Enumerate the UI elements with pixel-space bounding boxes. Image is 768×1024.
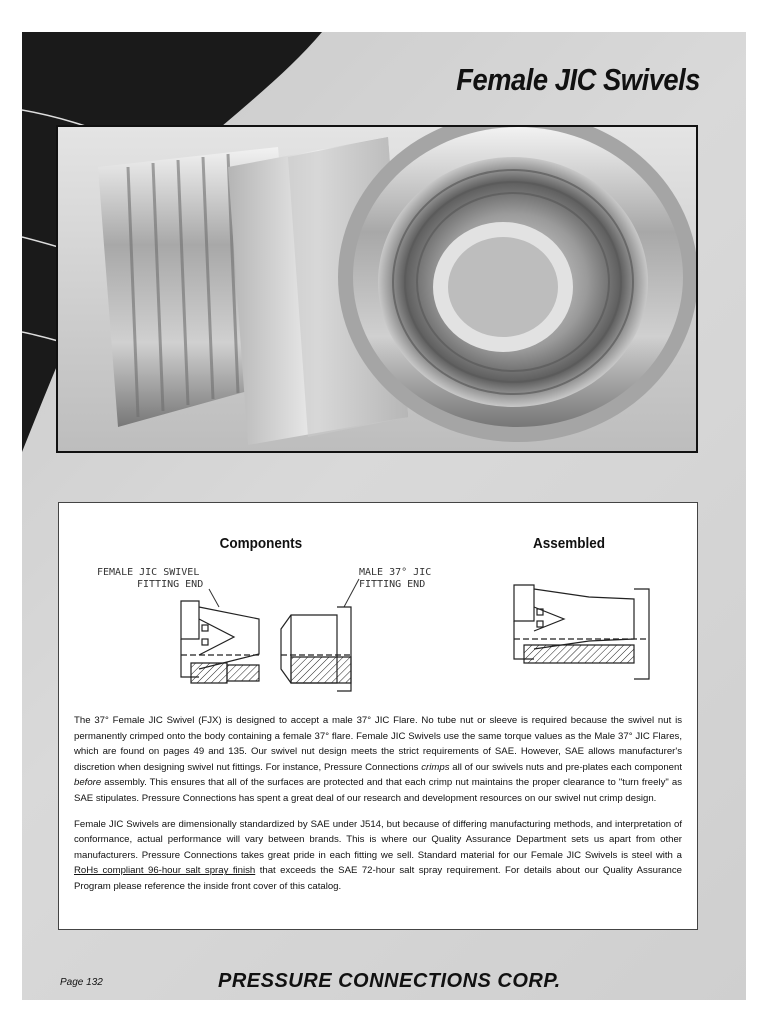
catalog-page xyxy=(22,32,746,1000)
paragraph-1 xyxy=(74,713,682,807)
female-swivel-drawing xyxy=(181,601,259,683)
product-photo xyxy=(56,125,698,453)
description-text xyxy=(74,713,682,905)
page-number: Page 132 xyxy=(60,977,103,988)
p1-text-a: The 37° Female JIC Swivel (FJX) is designed to accept a male 37° JIC Flare. No tube nut or sleeve is required because the swivel nut is permanently crimped onto the body containing a female 37° flare. Female JIC Swivels use the same torque values as the Male 37° JIC Flares, which are found on pages 49 and 135. Our swivel nut design meets the strict requirements of SAE. However, SAE allows manufacturer's discretion when designing swivel nut fittings. For instance, Pressure Connections xyxy=(74,715,682,773)
male-fitting-drawing xyxy=(281,607,351,691)
p2-text-a: Female JIC Swivels are dimensionally standardized by SAE under J514, but because of differing manufacturing methods, and interpretation of conformance, actual performance will vary between brands. This is where our Quality Assurance Department sets us apart from other manufacturers. Pressure Connections takes great pride in each fitting we sell. Standard material for our Female JIC Swivels is steel with a xyxy=(74,818,682,861)
assembled-heading: Assembled xyxy=(533,535,606,552)
label-male-line1: MALE 37° JIC xyxy=(359,567,432,578)
p1-text-c: assembly. This ensures that all of the surfaces are protected and that each crimp nut maintains the proper clearance to "turn freely" as SAE stipulates. Pressure Connections has spent a great deal of our research and development resources on our swivel nut crimp design. xyxy=(74,777,682,804)
fitting-photo-icon xyxy=(58,127,696,451)
p2-rohs: RoHs compliant 96-hour salt spray finish xyxy=(74,865,256,877)
paragraph-2 xyxy=(74,817,682,895)
description-panel xyxy=(58,502,698,930)
label-female-line1: FEMALE JIC SWIVEL xyxy=(97,567,200,578)
label-female-line2: FITTING END xyxy=(137,579,204,590)
p2-text-b: that exceeds the SAE 72-hour salt spray requirement. For details about our Quality Assurance Program please reference the inside front cover of this catalog. xyxy=(74,865,682,892)
p1-text-b: all of our swivels nuts and pre-plates each component xyxy=(449,761,682,773)
page-title: Female JIC Swivels xyxy=(456,62,700,97)
fitting-diagram xyxy=(59,559,699,709)
p1-crimps: crimps xyxy=(421,761,450,773)
brand-name: PRESSURE CONNECTIONS CORP. xyxy=(218,970,561,992)
label-male-line2: FITTING END xyxy=(359,579,426,590)
components-heading: Components xyxy=(219,535,303,552)
assembled-drawing xyxy=(514,585,649,679)
p1-before: before xyxy=(74,777,102,789)
